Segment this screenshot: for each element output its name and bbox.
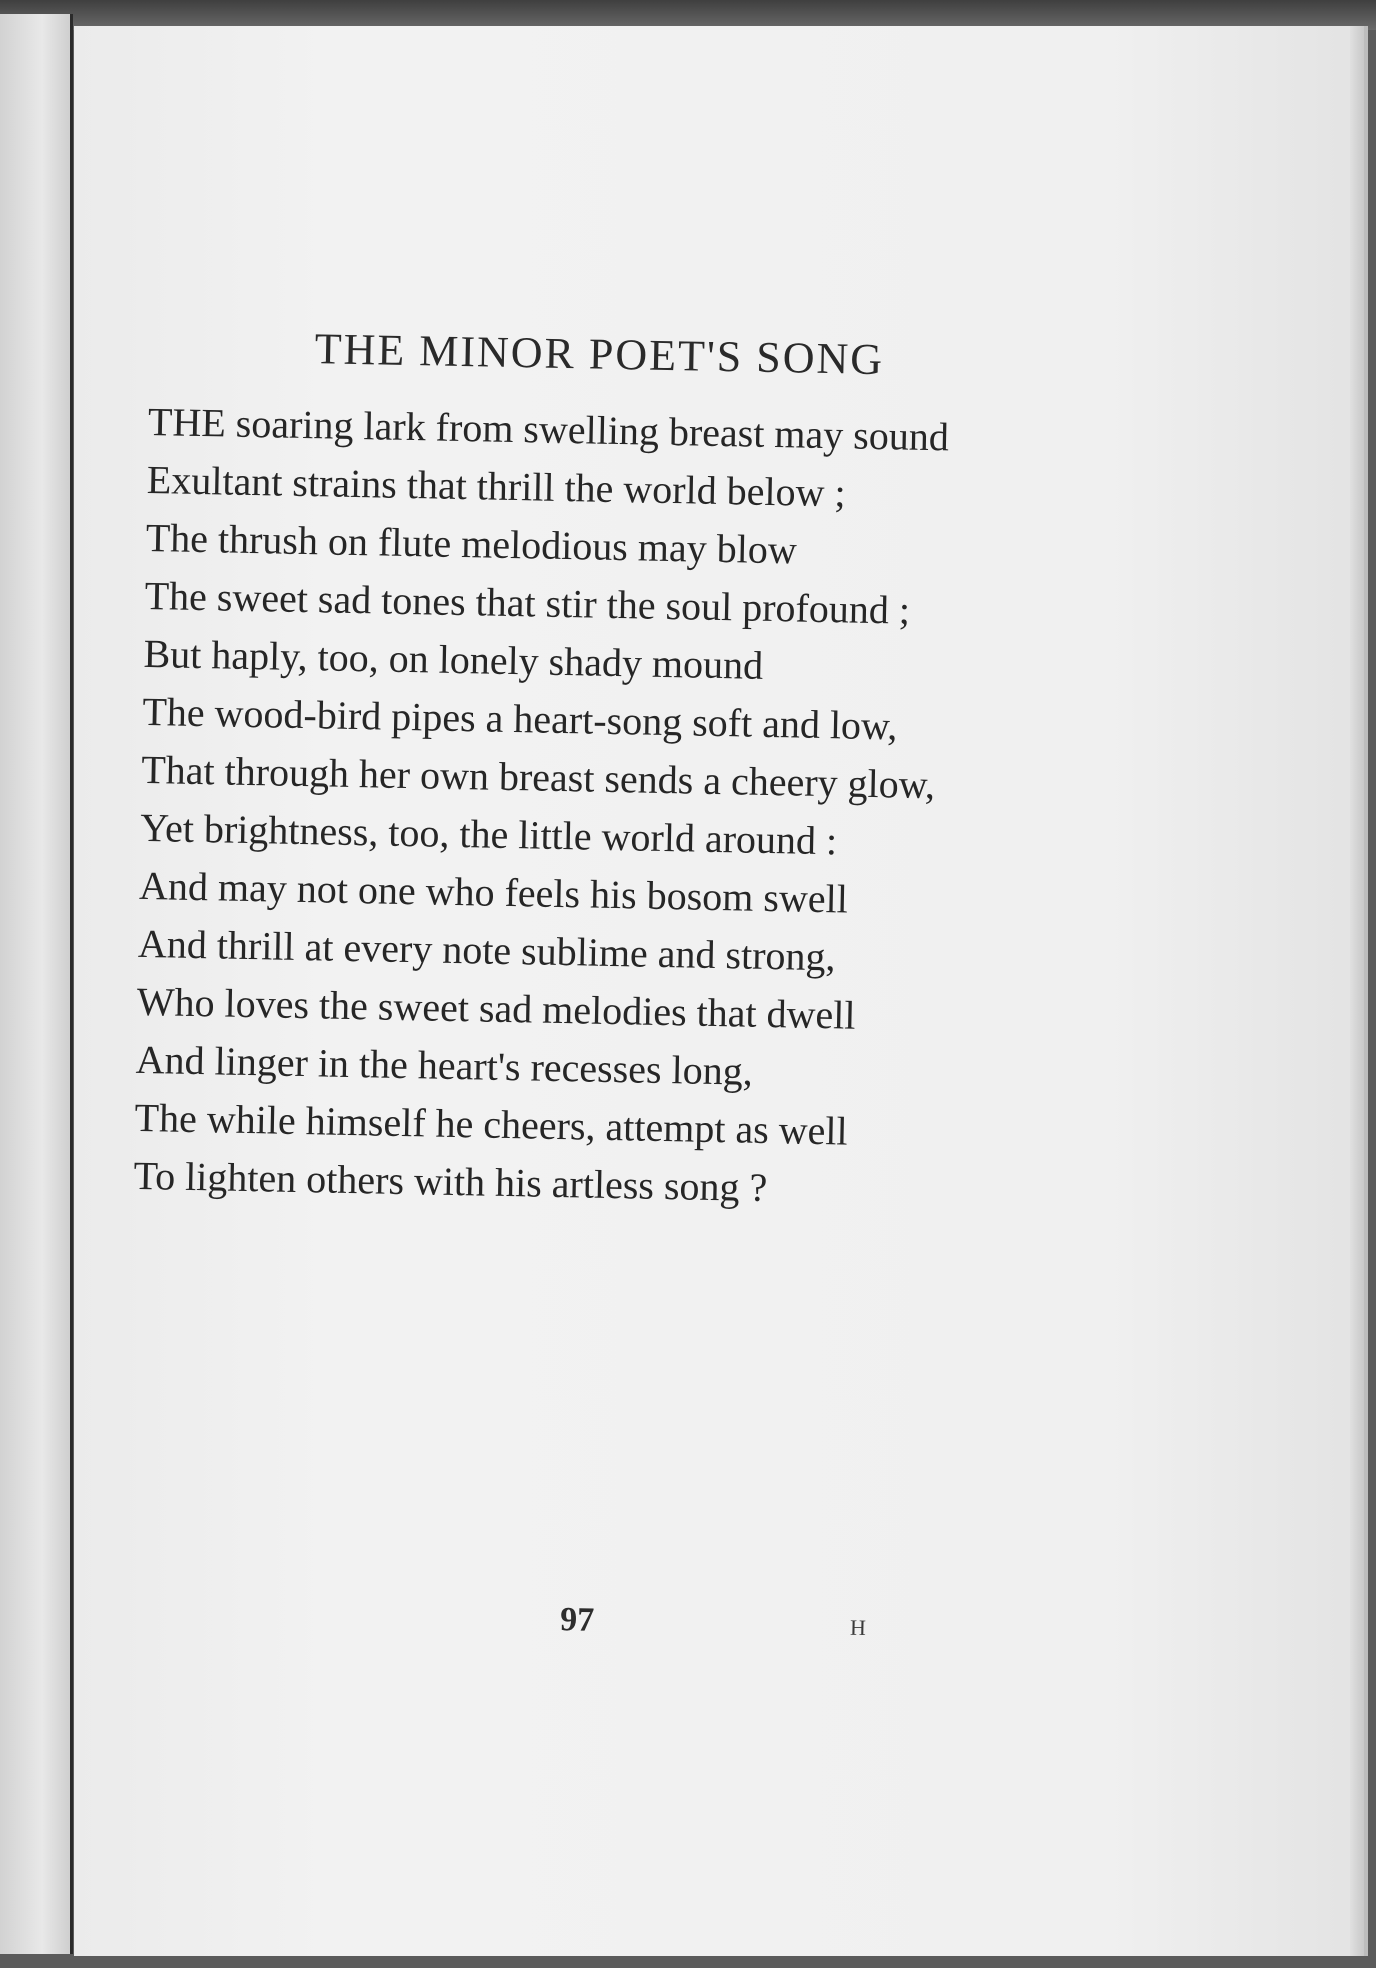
poem-line: And may not one who feels his bosom swell xyxy=(138,862,849,922)
page-edge-shadow xyxy=(1350,26,1364,1956)
poem-line: Yet brightness, too, the little world around : xyxy=(139,804,838,864)
poem-body xyxy=(133,397,1048,1218)
poem-block xyxy=(133,320,1050,1226)
poem-line: The sweet sad tones that stir the soul profound ; xyxy=(144,572,911,633)
poem-line: Exultant strains that thrill the world below ; xyxy=(146,456,847,516)
facing-page-edge xyxy=(0,14,73,1954)
poem-line: And thrill at every note sublime and strong, xyxy=(137,920,836,980)
poem-line: And linger in the heart's recesses long, xyxy=(135,1036,754,1094)
signature-mark: H xyxy=(849,1614,868,1641)
poem-title: THE MINOR POET'S SONG xyxy=(314,324,885,385)
poem-line: The while himself he cheers, attempt as well xyxy=(134,1094,849,1154)
poem-line: The wood-bird pipes a heart-song soft and low, xyxy=(142,688,898,749)
poem-line: The thrush on flute melodious may blow xyxy=(145,514,798,573)
poem-line: Who loves the sweet sad melodies that dwell xyxy=(136,978,856,1038)
poem-line: But haply, too, on lonely shady mound xyxy=(143,630,764,688)
poem-line: That through her own breast sends a cheery glow, xyxy=(140,746,936,808)
poem-line: THE soaring lark from swelling breast may sound xyxy=(147,398,950,460)
poem-line: To lighten others with his artless song ? xyxy=(133,1152,768,1211)
page-number: 97 xyxy=(559,1601,595,1639)
page-footer xyxy=(560,1601,961,1659)
